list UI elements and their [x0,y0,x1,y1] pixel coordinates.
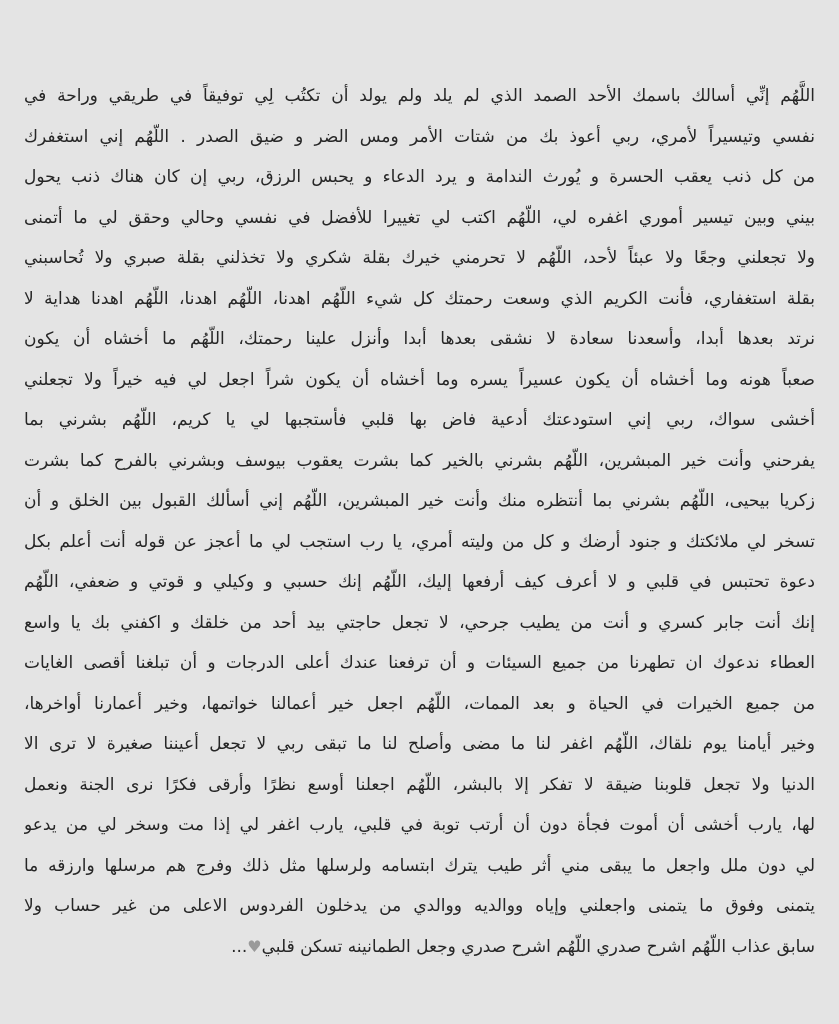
prayer-text [24,76,815,967]
text-line-18: الدنيا ولا تجعل قلوبنا ضيقة لا تفكر إلا بالبشر، اللّهُم اجعلنا أوسع نظرًا وأرقى فكرًا نرى الجنة ونعمل [24,774,815,795]
text-line-21: يتمنى وفوق ما يتمنى واجعلني وإياه ووالديه ووالدي من يدخلون الفردوس الاعلى من غير حساب ولا [24,896,815,916]
text-line-5: ولا تجعلني وجعًا ولا عبئاً لأحد، اللّهُم لا تحرمني خيرك بقلة شكري ولا تخذلني بقلة صبري ولا تُحاسبني [24,248,815,268]
text-line-1: اللَّهُم إنِّي أسالك باسمك الأحد الصمد الذي لم يلد ولم يولد أن تكتُب لِي توفيقاً في طريقي وراحة في [24,86,815,106]
text-line-2: نفسي وتيسيراً لأمري، ربي أعوذ بك من شتات الأمر ومس الضر و ضيق الصدر . اللّهُم إني استغفرك [24,126,815,147]
text-line-9: أخشى سواك، ربي إني استودعتك أدعية فاض بها قلبي فأستجبها لي يا كريم، اللّهُم بشرني بما [24,410,815,430]
text-line-11: زكريا بيحيى، اللّهُم بشرني بما أنتظره منك وأنت خير المبشرين، اللّهُم إني أسألك القبول بين الخلق و أن [24,491,815,511]
text-line-15: العطاء ندعوك ان تطهرنا من جميع السيئات و أن ترفعنا عندك أعلى الدرجات و أن تبلغنا أقصى الغايات [24,653,815,673]
ellipsis: ... [231,936,248,957]
text-line-17: وخير أيامنا يوم نلقاك، اللّهُم اغفر لنا ما مضى وأصلح لنا ما تبقى ربي لا تجعل أعيننا صغيرة لا ترى الا [24,734,815,754]
text-line-3: من كل ذنب يعقب الحسرة و يُورث الندامة و يرد الدعاء و يحبس الرزق، ربي إن كان هناك ذنب يحول [24,167,815,187]
text-line-13: دعوة تحتبس في قلبي و لا أعرف كيف أرفعها إليك، اللّهُم إنك حسبي و وكيلي و قوتي و ضعفي، اللّهُم [24,572,815,592]
text-line-16: من جميع الخيرات في الحياة و بعد الممات، اللّهُم اجعل خير أعمالنا خواتمها، وخير أعمارنا أواخرها، [24,693,815,714]
text-line-7: نرتد بعدها أبدا، وأسعدنا سعادة لا نشقى بعدها أبدا وأنزل علينا رحمتك، اللّهُم ما أخشاه أن يكون [24,329,815,349]
text-line-19: لها، يارب أخشى أن أموت فجأة دون أن أرتب توبة في قلبي، يارب اغفر لي إذا مت وسخر لي من يدعو [24,815,815,835]
final-line-text: سابق عذاب اللّهُم اشرح صدري اللّهُم اشرح صدري وجعل الطمانينه تسكن قلبي [261,936,815,957]
text-line-10: يفرحني وأنت خير المبشرين، اللّهُم بشرني بالخير كما بشرت يعقوب بيوسف وبشرني بالفرح كما بشرت [24,450,815,471]
text-line-4: بيني وبين تيسير أموري اغفره لي، اللّهُم اكتب لي تغييرا للأفضل في نفسي وحالي وحقق لي ما أتمنى [24,207,815,228]
text-line-22 [24,927,815,968]
text-line-6: بقلة استغفاري، فأنت الكريم الذي وسعت رحمتك كل شيء اللّهُم اهدنا، اللّهُم اهدنا، اللّهُم اهدنا هداية لا [24,288,815,309]
text-line-8: صعباً هونه وما أخشاه أن يكون عسيراً يسره وما أخشاه أن يكون شراً اجعل لي فيه خيراً ولا تجعلني [24,369,815,390]
heart-icon: ♥ [247,936,262,956]
text-line-14: إنك أنت جابر كسري و أنت من يطيب جرحي، لا تجعل حاجتي بيد أحد من خلقك و اكفني بك يا واسع [24,612,815,633]
text-line-12: تسخر لي ملائكتك و جنود أرضك و كل من وليته أمري، يا رب استجب لي ما أعجز عن قوله أنت أعلم بكل [24,531,815,552]
text-line-20: لي دون ملل واجعل ما يبقى مني أثر طيب يترك ابتسامه ولرسلها مثل ذلك وفرج هم مرسلها وارزقه ما [24,855,815,876]
